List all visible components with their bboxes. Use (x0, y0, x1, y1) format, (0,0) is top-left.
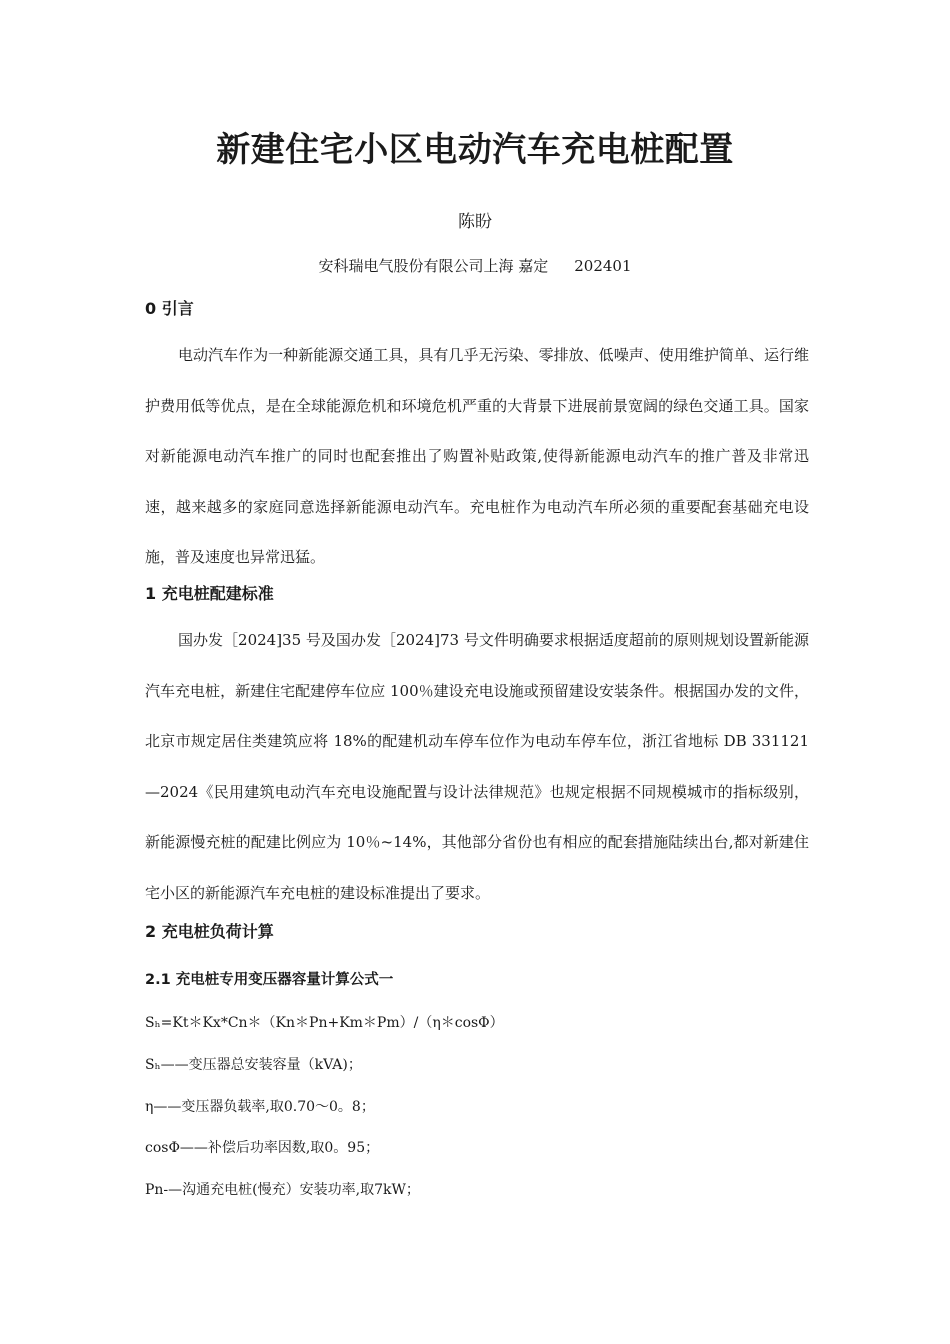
section-heading-standard: 1 充电桩配建标准 (145, 584, 274, 603)
section-heading-intro: 0 引言 (145, 299, 194, 318)
document-title: 新建住宅小区电动汽车充电桩配置 (216, 130, 734, 170)
author-name: 陈盼 (458, 212, 492, 232)
definition-line-power-factor: cosΦ——补偿后功率因数,取0。95； (145, 1140, 380, 1156)
subsection-heading: 2.1 充电桩专用变压器容量计算公式一 (145, 972, 394, 988)
formula-line: Sₕ=Kt＊Kx*Cn＊（Kn＊Pn+Km＊Pm）/（η＊cosΦ） (145, 1015, 504, 1031)
affiliation-org: 安科瑞电气股份有限公司上海 嘉定 (318, 257, 549, 275)
section-heading-load-calc: 2 充电桩负荷计算 (145, 922, 274, 941)
affiliation-line (0, 253, 950, 279)
section-paragraph-intro: 电动汽车作为一种新能源交通工具，具有几乎无污染、零排放、低噪声、使用维护简单、运行维护费用低等优点，是在全球能源危机和环境危机严重的大背景下进展前景宽阔的绿色交通工具。国家对新能源电动汽车推广的同时也配套推出了购置补贴政策,使得新能源电动汽车的推广普及非常迅速，越来越多的家庭同意选择新能源电动汽车。充电桩作为电动汽车所必须的重要配套基础充电设施，普及速度也异常迅猛。 (145, 346, 809, 567)
definition-line-capacity: Sₕ——变压器总安装容量（kVA)； (145, 1057, 362, 1073)
definition-line-load-rate: η——变压器负载率,取0.70～0。8； (145, 1099, 375, 1115)
definition-line-slow-charger: Pn-—沟通充电桩(慢充）安装功率,取7kW； (145, 1182, 420, 1198)
section-paragraph-standard: 国办发［2024]35 号及国办发［2024]73 号文件明确要求根据适度超前的原则规划设置新能源汽车充电桩，新建住宅配建停车位应 100％建设充电设施或预留建设安装条件。根据国办发的文件，北京市规定居住类建筑应将 18%的配建机动车停车位作为电动车停车位，浙江省地标 DB 331121—2024《民用建筑电动汽车充电设施配置与设计法律规范》也规定根据不同规模城市的指标级别，新能源慢充桩的配建比例应为 10％~14%，其他部分省份也有相应的配套措施陆续出台,都对新建住宅小区的新能源汽车充电桩的建设标准提出了要求。 (145, 631, 809, 902)
affiliation-date: 202401 (574, 257, 632, 275)
